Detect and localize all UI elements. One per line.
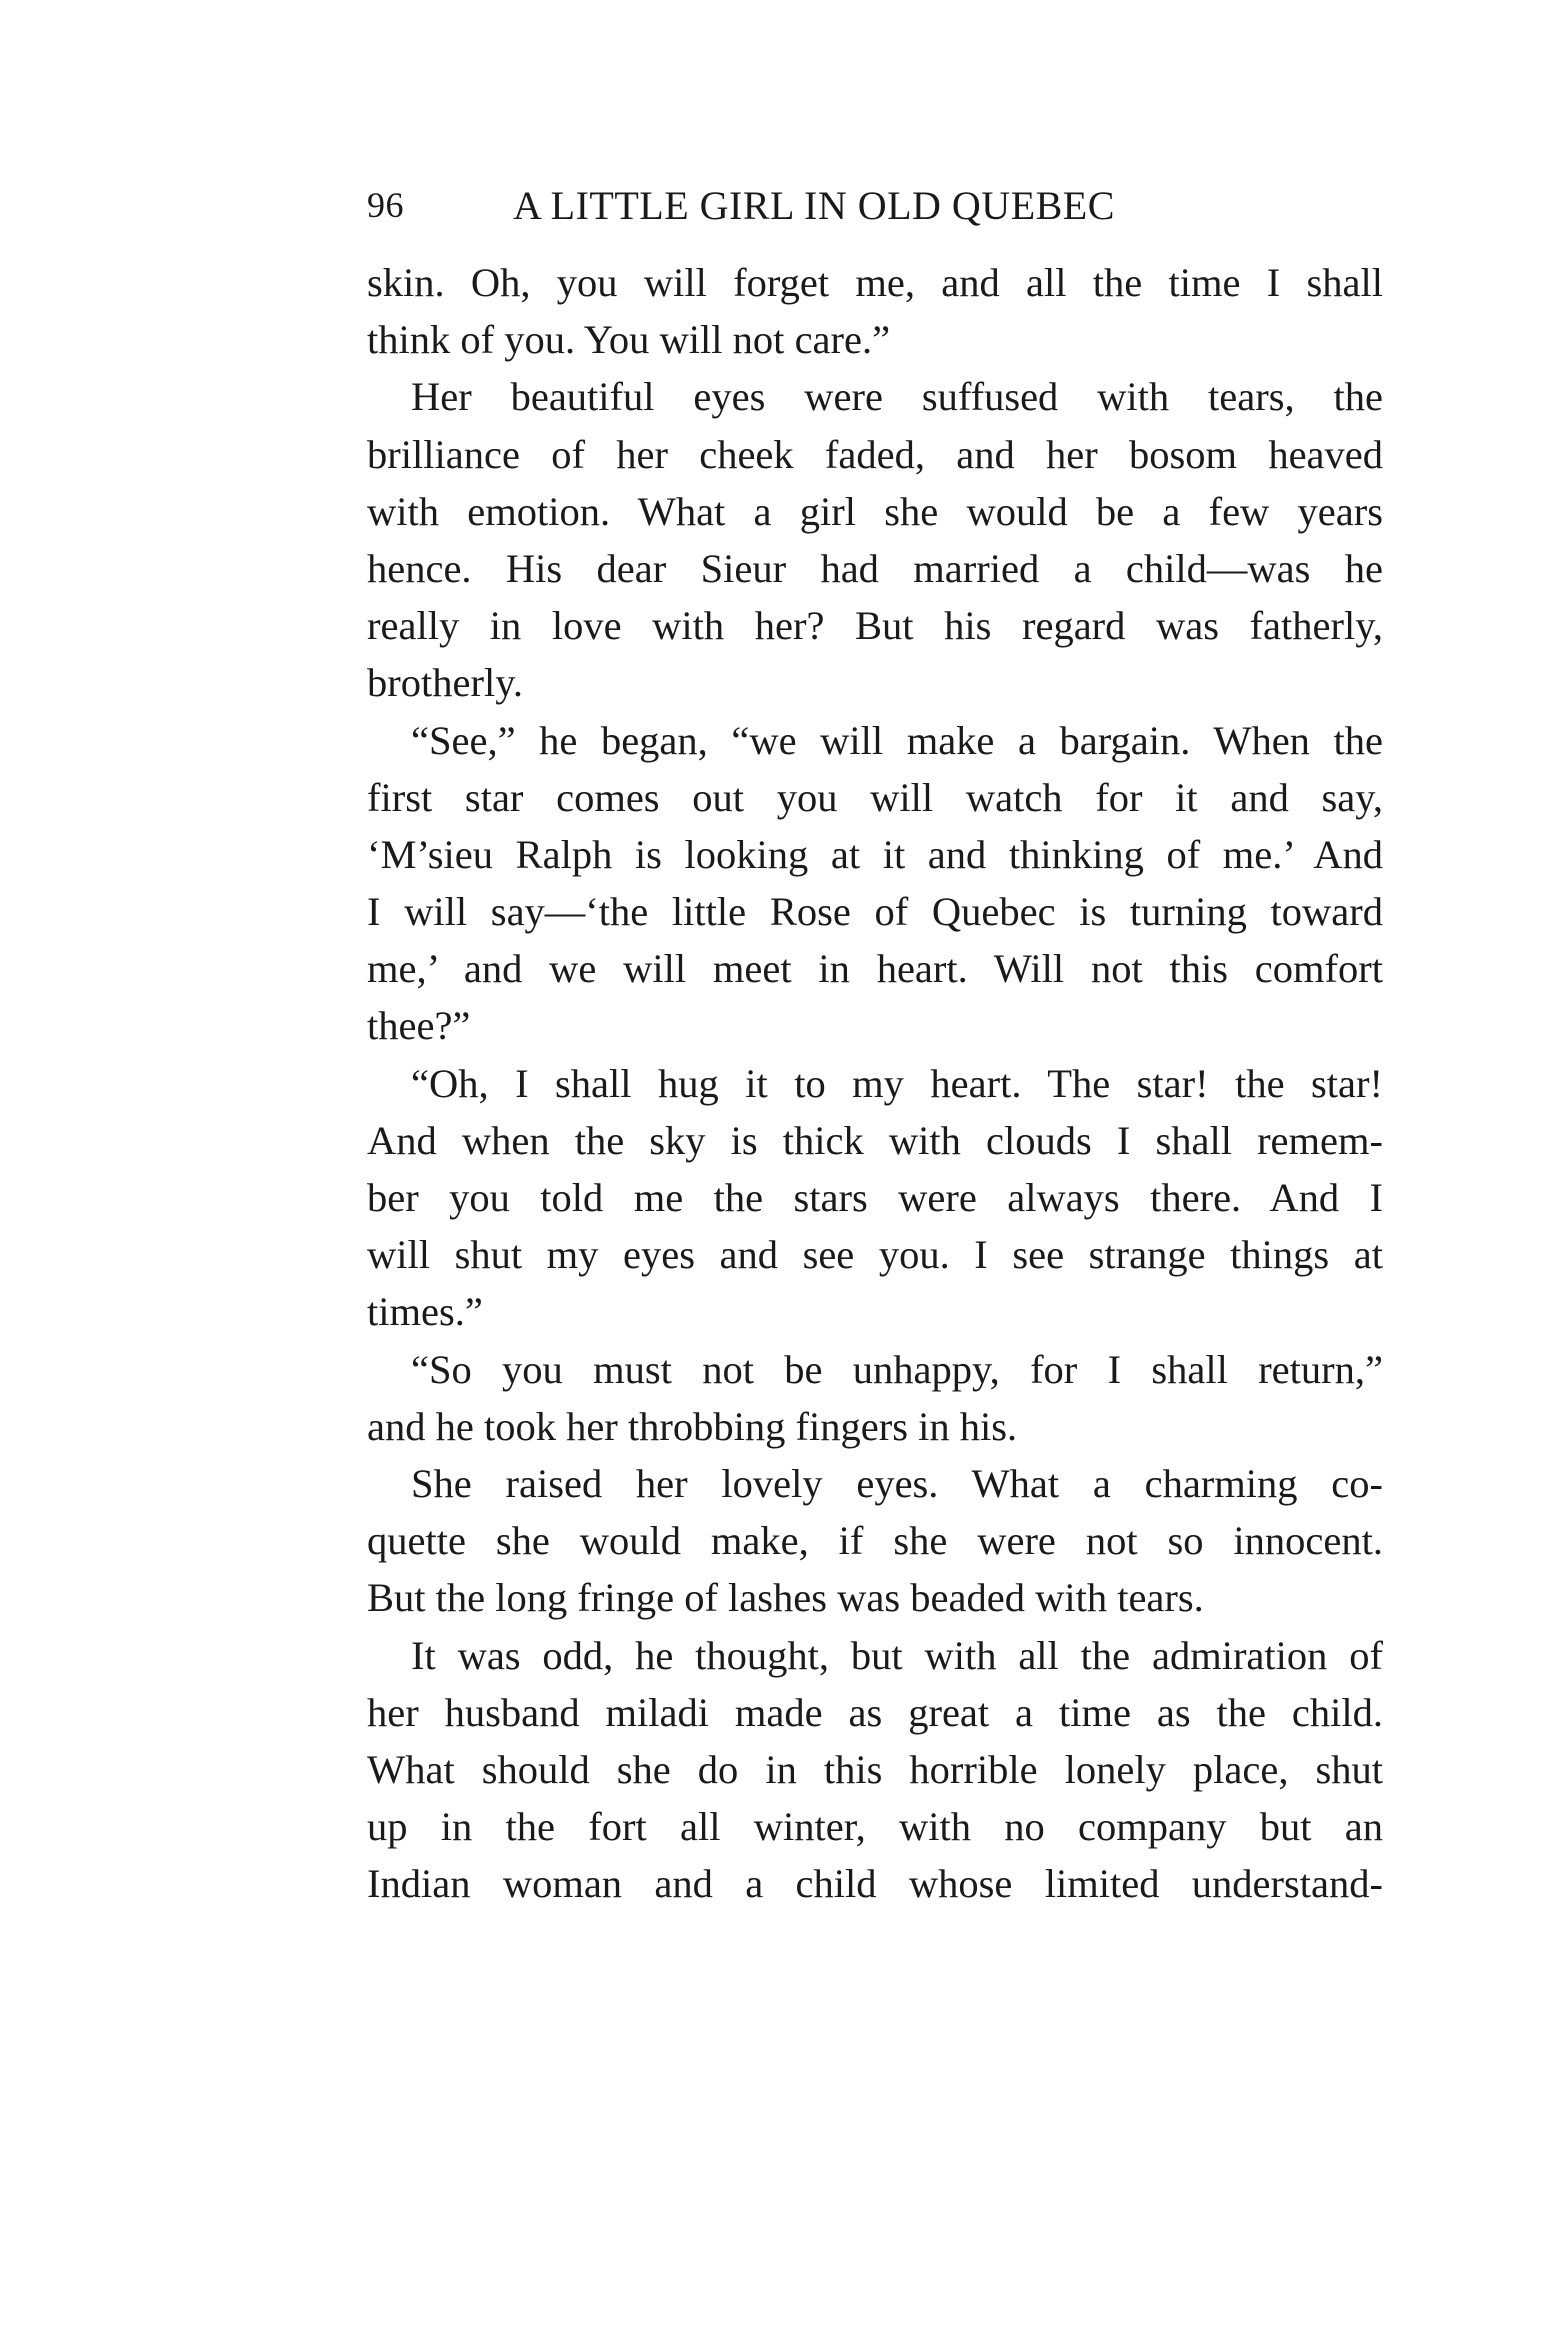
running-head xyxy=(367,170,1387,230)
page-number: 96 xyxy=(367,185,404,225)
text-line: will shut my eyes and see you. I see strange things at xyxy=(367,1232,1383,1278)
text-line: It was odd, he thought, but with all the admiration of xyxy=(411,1632,1383,1678)
text-line: her husband miladi made as great a time as the child. xyxy=(367,1689,1383,1735)
text-line: What should she do in this horrible lonely place, shut xyxy=(367,1746,1383,1792)
running-title: A LITTLE GIRL IN OLD QUEBEC xyxy=(513,183,1115,228)
text-line: Her beautiful eyes were suffused with tears, the xyxy=(411,374,1383,420)
text-line: brilliance of her cheek faded, and her bosom heaved xyxy=(367,431,1383,477)
text-line: ‘M’sieu Ralph is looking at it and thinking of me.’ And xyxy=(367,831,1383,877)
text-line: with emotion. What a girl she would be a few years xyxy=(367,488,1383,534)
text-line: times.” xyxy=(367,1289,483,1335)
text-line: But the long fringe of lashes was beaded with tears. xyxy=(367,1575,1204,1621)
text-line: I will say—‘the little Rose of Quebec is turning toward xyxy=(367,889,1383,935)
text-line: skin. Oh, you will forget me, and all the time I shall xyxy=(367,260,1383,305)
text-line: And when the sky is thick with clouds I shall remem- xyxy=(367,1117,1383,1163)
text-line: brotherly. xyxy=(367,660,523,706)
text-line: quette she would make, if she were not so innocent. xyxy=(367,1518,1383,1564)
text-line: hence. His dear Sieur had married a child—was he xyxy=(367,545,1383,591)
text-line: me,’ and we will meet in heart. Will not this comfort xyxy=(367,946,1383,992)
text-line: and he took her throbbing fingers in his. xyxy=(367,1403,1018,1449)
text-line: She raised her lovely eyes. What a charming co- xyxy=(411,1460,1383,1506)
text-line: “So you must not be unhappy, for I shall return,” xyxy=(411,1346,1383,1392)
text-line: up in the fort all winter, with no company but an xyxy=(367,1804,1383,1850)
body-text xyxy=(367,254,1383,1912)
text-line: really in love with her? But his regard was fatherly, xyxy=(367,603,1383,649)
text-line: “Oh, I shall hug it to my heart. The star! the star! xyxy=(411,1060,1383,1106)
text-line: Indian woman and a child whose limited understand- xyxy=(367,1861,1383,1907)
text-line: first star comes out you will watch for it and say, xyxy=(367,774,1383,820)
text-line: ber you told me the stars were always there. And I xyxy=(367,1175,1383,1220)
text-line: think of you. You will not care.” xyxy=(367,317,891,363)
text-line: “See,” he began, “we will make a bargain. When the xyxy=(411,717,1383,763)
text-line: thee?” xyxy=(367,1003,471,1049)
